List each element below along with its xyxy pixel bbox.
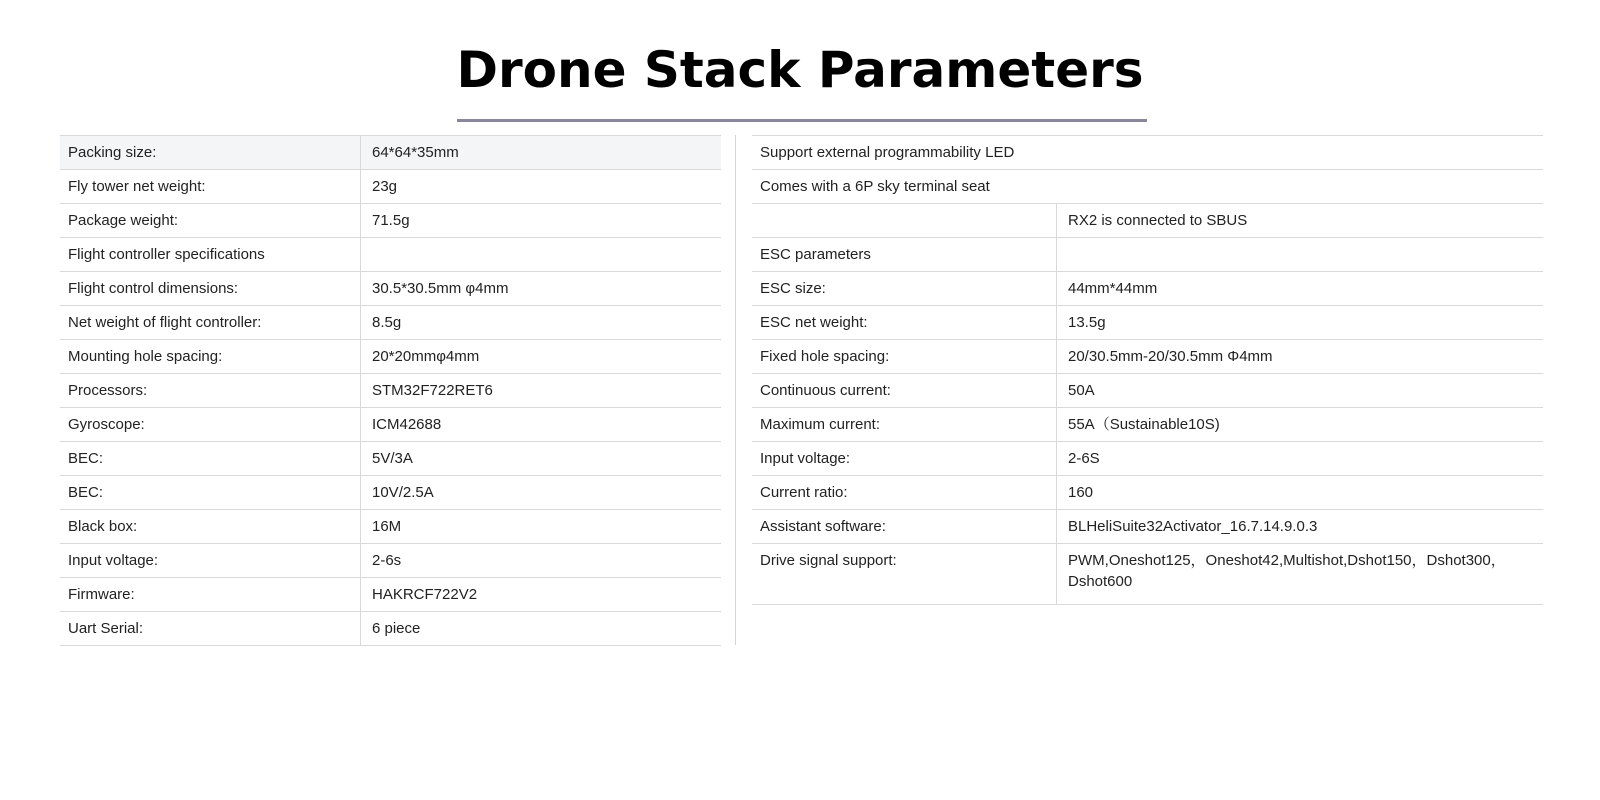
table-row [60,476,721,510]
spec-value: 8.5g [361,306,722,340]
table-row [60,544,721,578]
spec-value: BLHeliSuite32Activator_16.7.14.9.0.3 [1057,510,1544,544]
spec-value: 44mm*44mm [1057,272,1544,306]
spec-label: Package weight: [60,204,361,238]
page-title: Drone Stack Parameters [456,41,1144,99]
table-row [752,170,1543,204]
spec-label: Black box: [60,510,361,544]
spec-label: Assistant software: [752,510,1057,544]
table-row [60,238,721,272]
spec-value [1057,238,1544,272]
spec-value: 20*20mmφ4mm [361,340,722,374]
table-row [752,136,1543,170]
table-row [60,612,721,646]
spec-value: 55A（Sustainable10S) [1057,408,1544,442]
spec-value: 71.5g [361,204,722,238]
table-row [60,170,721,204]
spec-value: 2-6s [361,544,722,578]
table-row [60,442,721,476]
table-row [752,204,1543,238]
spec-value: 16M [361,510,722,544]
column-divider [735,135,736,645]
spec-label: Continuous current: [752,374,1057,408]
table-row [752,476,1543,510]
spec-value: 30.5*30.5mm φ4mm [361,272,722,306]
spec-value [361,238,722,272]
spec-label: Fly tower net weight: [60,170,361,204]
spec-label: Packing size: [60,136,361,170]
spec-value: RX2 is connected to SBUS [1057,204,1544,238]
spec-section-heading: Flight controller specifications [60,238,361,272]
spec-value: 64*64*35mm [361,136,722,170]
table-row [60,340,721,374]
table-row [60,374,721,408]
spec-label: Fixed hole spacing: [752,340,1057,374]
spec-label: Gyroscope: [60,408,361,442]
spec-label: Firmware: [60,578,361,612]
spec-note: Support external programmability LED [752,136,1543,170]
spec-label: Flight control dimensions: [60,272,361,306]
spec-value: 2-6S [1057,442,1544,476]
table-row [60,306,721,340]
table-row [60,204,721,238]
spec-value: HAKRCF722V2 [361,578,722,612]
spec-section-heading: ESC parameters [752,238,1057,272]
table-row [60,510,721,544]
spec-value: 10V/2.5A [361,476,722,510]
table-row [752,238,1543,272]
spec-label: ESC size: [752,272,1057,306]
spec-label: Maximum current: [752,408,1057,442]
table-row [752,442,1543,476]
table-row [752,306,1543,340]
spec-label: Net weight of flight controller: [60,306,361,340]
spec-label: ESC net weight: [752,306,1057,340]
spec-label: Current ratio: [752,476,1057,510]
spec-label: BEC: [60,476,361,510]
spec-label: Input voltage: [60,544,361,578]
spec-value: 160 [1057,476,1544,510]
spec-value: 5V/3A [361,442,722,476]
title-underline [457,119,1147,122]
table-row [60,272,721,306]
spec-value: 50A [1057,374,1544,408]
table-row [752,272,1543,306]
flight-controller-spec-table [60,135,721,646]
table-row [60,136,721,170]
table-row [752,340,1543,374]
table-row [752,544,1543,605]
table-row [752,510,1543,544]
spec-note: Comes with a 6P sky terminal seat [752,170,1543,204]
spec-label [752,204,1057,238]
spec-value: PWM,Oneshot125，Oneshot42,Multishot,Dshot150，Dshot300，Dshot600 [1057,544,1544,605]
spec-value: STM32F722RET6 [361,374,722,408]
spec-label: BEC: [60,442,361,476]
spec-value: 23g [361,170,722,204]
spec-value: 20/30.5mm-20/30.5mm Φ4mm [1057,340,1544,374]
esc-spec-table [752,135,1543,605]
spec-value: 6 piece [361,612,722,646]
spec-label: Uart Serial: [60,612,361,646]
table-row [60,578,721,612]
spec-label: Mounting hole spacing: [60,340,361,374]
spec-label: Input voltage: [752,442,1057,476]
table-row [60,408,721,442]
spec-value: ICM42688 [361,408,722,442]
spec-label: Processors: [60,374,361,408]
table-row [752,374,1543,408]
table-row [752,408,1543,442]
spec-label: Drive signal support: [752,544,1057,605]
spec-value: 13.5g [1057,306,1544,340]
